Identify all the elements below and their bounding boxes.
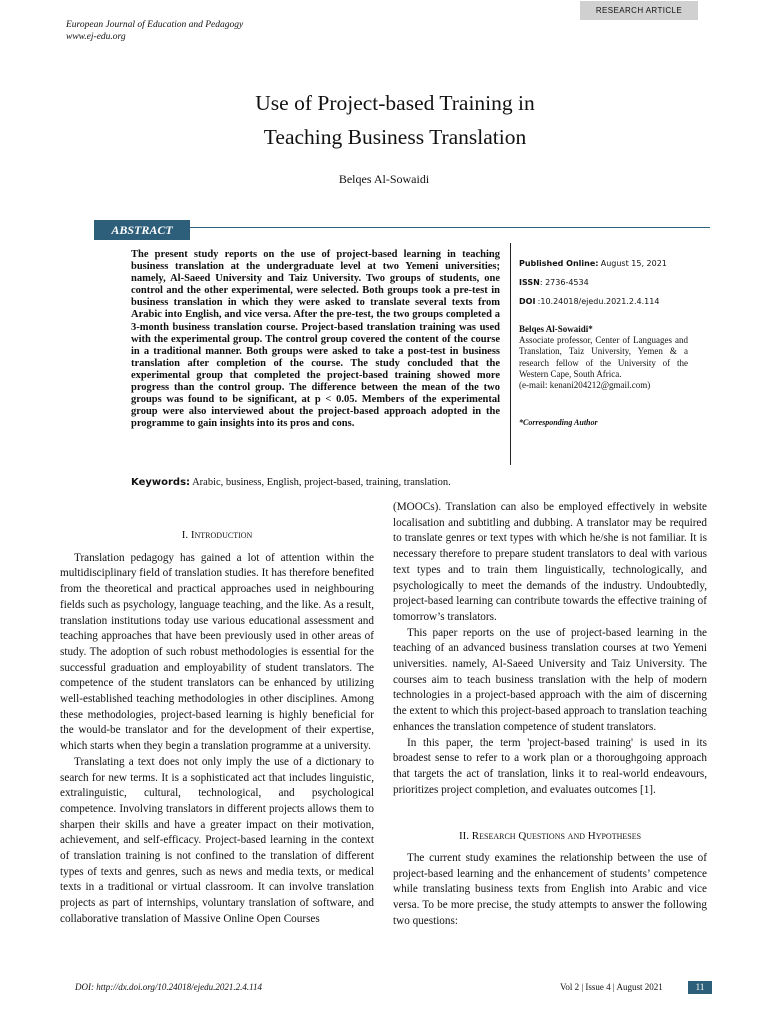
paragraph: The current study examines the relationship between the use of project-based learning and the enhancement of students’ competence while translating business texts from English into Arabic and vice versa. To be more precise, the study attempts to answer the following two questions:: [393, 852, 707, 927]
journal-name: European Journal of Education and Pedagogy: [66, 20, 244, 30]
keywords-list: Arabic, business, English, project-based, training, translation.: [192, 477, 451, 488]
right-column: [393, 500, 707, 930]
page-number: 11: [688, 981, 712, 994]
section-number: II.: [458, 830, 470, 843]
paragraph: This paper reports on the use of project-based learning in the teaching of an advanced business translation courses at two Yemeni universities. namely, Al-Saeed University and Taiz University. The courses aim to teach business translation with the help of modern technologies in a project-based approach with the aim of discerning the extent to which this project-based approach to translation teaching enhances the translation competence of student translators.: [393, 626, 707, 733]
footer-doi: DOI: http://dx.doi.org/10.24018/ejedu.2021.2.4.114: [75, 982, 262, 992]
doi: [519, 296, 688, 307]
section-title: Research Questions and Hypotheses: [471, 830, 642, 843]
published-online: [519, 258, 688, 269]
author-name: Belqes Al-Sowaidi: [338, 172, 430, 186]
paragraph: Translation pedagogy has gained a lot of attention within the multidisciplinary field of translation studies. It has therefore benefited from the theoretical and practical approaches used in neighbouring fields such as psychology, language teaching, and the like. As a result, translation institutions today use various educational assessment and teaching approaches that have been previously used in other areas of study. The adoption of such robust methodologies is essential for the successful graduation and employability of student translators. The competence of the student translators can be enhanced by utilizing well-established teaching methodologies in other disciplines. Among these methodologies, project-based learning is highly beneficial for the would-be translator and for the development of their expertise, which starts when they begin a translation programme at a university.: [60, 551, 374, 753]
paragraph: (MOOCs). Translation can also be employed effectively in website localisation and subtitling and dubbing. A translator may be required to translate genres or text types with which he/she is not familiar. It is necessary therefore to prepare student translators to deal with various text types and to train them linguistically, technologically, and psychologically to meet the demands of the industry. Undoubtedly, project-based learning can contribute towards the effective training of tomorrow’s translators.: [393, 501, 707, 623]
paragraph: In this paper, the term 'project-based training' is used in its broadest sense to refer to a work plan or a thoroughgoing approach that targets the act of translation, links it to real-world endeavours, prioritizes project completion, and evaluates outcomes [1].: [393, 736, 707, 796]
title-line-1: Use of Project-based Training in: [255, 91, 535, 115]
published-date: August 15, 2021: [600, 259, 667, 268]
abstract-text: The present study reports on the use of project-based learning in teaching business translation at the undergraduate level at two Yemeni universities; namely, Al-Saeed University and Taiz University. Two groups of students, one control and the other experimental, were selected. Both groups took a pre-test in business translation in which they were asked to translate several texts from Arabic into English, and vice versa. After the pre-test, the two groups completed a 3-month business translation course. Project-based translation training was used with the experimental group. The control group covered the content of the course in a traditional manner. Both groups were asked to take a post-test in business translation after completion of the course. The study concluded that the experimental group that completed the project-based training showed more progress than the control group. The difference between the mean of the two groups was found to be significant, at p < 0.05. Members of the experimental group were also interviewed about the project-based approach adopted in the programme to gain insights into its pros and cons.: [131, 249, 500, 430]
author-affiliation: Associate professor, Center of Languages and Translation, Taiz University, Yemen & a research fellow of the University of the Western Cape, South Africa.: [519, 335, 688, 379]
paragraph: Translating a text does not only imply the use of a dictionary to search for new terms. It is a sophisticated act that includes linguistic, extralinguistic, cultural, technological, and psychological competence. Involving translators in different projects allows them to sharpen their skills and have a greater impact on their motivation, achievement, and self-efficacy. Project-based learning in the context of translation training is not confined to the translation of different types of texts and genres, such as news and media texts, or medical texts in a traditional or virtual classroom. It can involve translation projects as part of internships, voluntary translation of software, and collaborative translation of Massive Online Open Courses: [60, 755, 374, 925]
corresponding-author: *Corresponding Author: [519, 418, 598, 427]
author-info: [519, 324, 688, 391]
issn: [519, 277, 688, 288]
left-column: [60, 528, 374, 928]
section-heading-research-questions: [393, 829, 707, 845]
abstract-heading: ABSTRACT: [94, 220, 190, 240]
info-divider: [510, 243, 511, 465]
keywords-label: Keywords:: [131, 477, 191, 488]
doi-label: DOI: [519, 297, 536, 306]
keywords: [131, 477, 451, 488]
author-info-name: Belqes Al-Sowaidi*: [519, 324, 593, 334]
footer-volume: Vol 2 | Issue 4 | August 2021: [560, 982, 663, 992]
section-title: Introduction: [190, 529, 253, 541]
issn-value: : 2736-4534: [539, 278, 589, 287]
journal-header: [66, 19, 243, 43]
author-email: (e-mail: kenani204212@gmail.com): [519, 380, 651, 391]
journal-website: www.ej-edu.org: [66, 32, 126, 42]
title-line-2: Teaching Business Translation: [263, 125, 527, 149]
section-number: I.: [181, 529, 189, 541]
doi-value: :10.24018/ejedu.2021.2.4.114: [537, 297, 660, 306]
issn-label: ISSN: [519, 278, 540, 287]
section-heading-introduction: [60, 528, 374, 544]
published-label: Published Online:: [519, 259, 599, 268]
article-type-badge: RESEARCH ARTICLE: [580, 1, 698, 20]
paper-title: [150, 86, 640, 154]
